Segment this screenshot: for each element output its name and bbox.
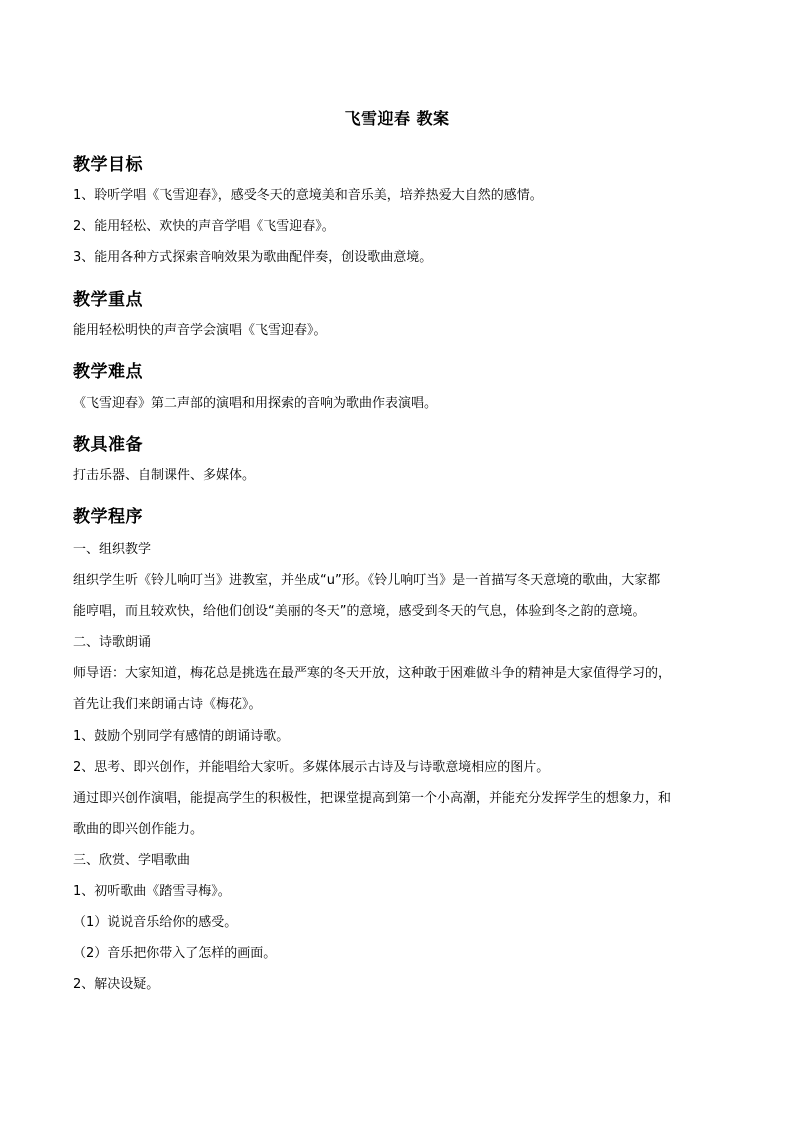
procedure-line: 歌曲的即兴创作能力。: [73, 822, 204, 837]
procedure-line: （1）说说音乐给你的感受。: [73, 915, 238, 930]
procedure-line: 2、解决设疑。: [73, 977, 160, 992]
procedure-line: 1、初听歌曲《踏雪寻梅》。: [73, 884, 231, 899]
procedure-line: 一、组织教学: [73, 542, 152, 557]
procedure-line: 三、欣赏、学唱歌曲: [73, 853, 191, 868]
heading-procedure: 教学程序: [73, 507, 143, 527]
procedure-line: 组织学生听《铃儿响叮当》进教室，并坐成“u”形。《铃儿响叮当》是一首描写冬天意境的歌曲，大家都: [73, 573, 661, 588]
procedure-line: 通过即兴创作演唱，能提高学生的积极性，把课堂提高到第一个小高潮，并能充分发挥学生的想象力，和: [73, 791, 672, 806]
objective-item-1: 1、聆听学唱《飞雪迎春》，感受冬天的意境美和音乐美，培养热爱大自然的感情。: [73, 188, 543, 203]
heading-key-points: 教学重点: [73, 290, 143, 310]
heading-materials: 教具准备: [73, 435, 143, 455]
objective-item-3: 3、能用各种方式探索音响效果为歌曲配伴奏，创设歌曲意境。: [73, 250, 433, 265]
heading-objectives: 教学目标: [73, 155, 143, 175]
procedure-line: 首先让我们来朗诵古诗《梅花》。: [73, 697, 262, 712]
materials-text: 打击乐器、自制课件、多媒体。: [73, 468, 256, 483]
heading-difficulties: 教学难点: [73, 362, 143, 382]
procedure-line: 师导语：大家知道，梅花总是挑选在最严寒的冬天开放，这种敢于困难做斗争的精神是大家值得学习的，: [73, 666, 672, 681]
procedure-line: 能哼唱，而且较欢快，给他们创设“美丽的冬天”的意境，感受到冬天的气息，体验到冬之韵的意境。: [73, 604, 646, 619]
procedure-line: 1、鼓励个别同学有感情的朗诵诗歌。: [73, 729, 290, 744]
key-points-text: 能用轻松明快的声音学会演唱《飞雪迎春》。: [73, 323, 327, 338]
objective-item-2: 2、能用轻松、欢快的声音学唱《飞雪迎春》。: [73, 219, 335, 234]
difficulties-text: 《飞雪迎春》第二声部的演唱和用探索的音响为歌曲作表演唱。: [73, 396, 438, 411]
procedure-line: 2、思考、即兴创作，并能唱给大家听。多媒体展示古诗及与诗歌意境相应的图片。: [73, 760, 550, 775]
procedure-line: 二、诗歌朗诵: [73, 635, 152, 650]
document-title: 飞雪迎春 教案: [344, 109, 450, 128]
procedure-line: （2）音乐把你带入了怎样的画面。: [73, 946, 277, 961]
